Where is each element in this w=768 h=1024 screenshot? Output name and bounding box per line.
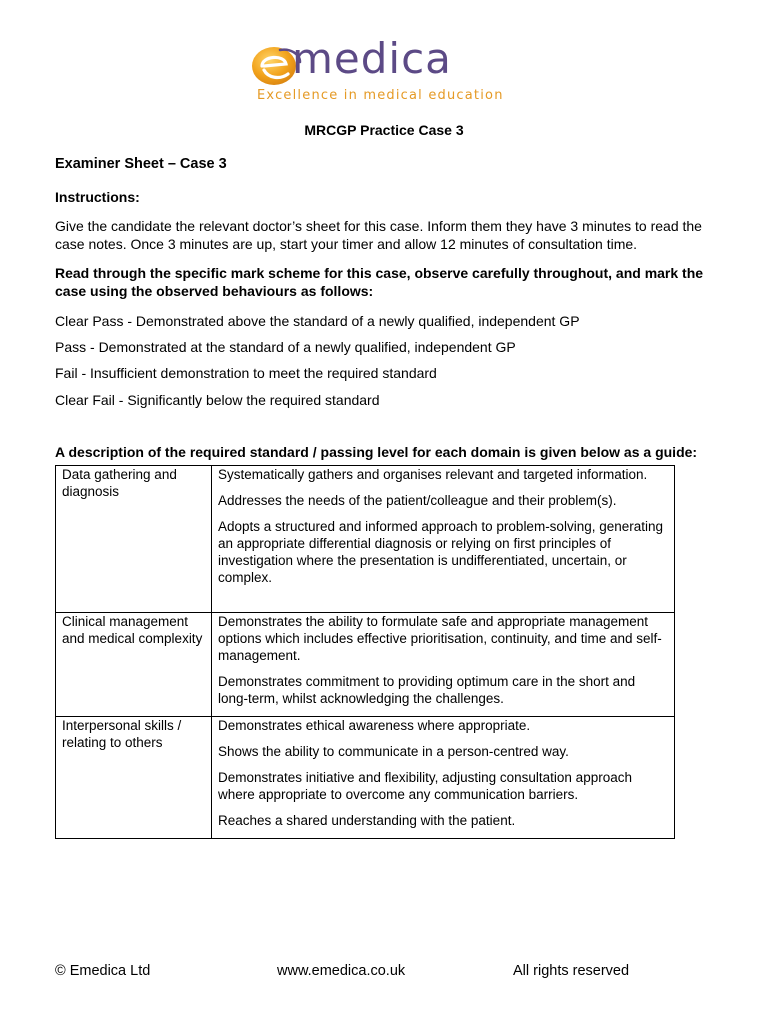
table-row (56, 613, 675, 717)
domain-descriptions (212, 613, 675, 717)
domain-name: Clinical management and medical complexity (56, 613, 212, 717)
domain-description: Demonstrates ethical awareness where appropriate. (218, 718, 531, 733)
footer-rights: All rights reserved (513, 963, 630, 979)
domain-standards-table (55, 465, 675, 839)
mark-scheme-text: Read through the specific mark scheme for this case, observe carefully throughout, and mark the case using the observed behaviours as follows: (55, 265, 704, 299)
logo-wordmark: medica (292, 34, 452, 83)
sheet-subheading: Examiner Sheet – Case 3 (55, 156, 227, 172)
domain-description: Adopts a structured and informed approach to problem-solving, generating an appropriate differential diagnosis or relying on first principles of investigation where the presentation is undifferentiated, uncertain, or complex. (218, 519, 664, 585)
table-row (56, 466, 675, 613)
page-title: MRCGP Practice Case 3 (304, 122, 464, 138)
logo-tagline: Excellence in medical education (257, 88, 504, 103)
level-fail: Fail - Insufficient demonstration to meet the required standard (55, 365, 437, 381)
domain-description: Reaches a shared understanding with the patient. (218, 813, 516, 828)
domain-description: Addresses the needs of the patient/colleague and their problem(s). (218, 493, 617, 508)
domain-description: Demonstrates the ability to formulate safe and appropriate management options which includes effective prioritisation, continuity, and time and self-management. (218, 614, 662, 663)
level-pass: Pass - Demonstrated at the standard of a newly qualified, independent GP (55, 339, 516, 355)
domain-name: Data gathering and diagnosis (56, 466, 212, 613)
domain-description: Systematically gathers and organises relevant and targeted information. (218, 467, 648, 482)
level-clear-pass: Clear Pass - Demonstrated above the standard of a newly qualified, independent GP (55, 313, 580, 329)
footer-website-link[interactable]: www.emedica.co.uk (277, 963, 406, 979)
domain-name: Interpersonal skills / relating to others (56, 717, 212, 839)
domain-descriptions (212, 717, 675, 839)
domain-description: Demonstrates initiative and flexibility, adjusting consultation approach where appropriate to overcome any communication barriers. (218, 770, 632, 802)
table-intro: A description of the required standard / passing level for each domain is given below as a guide: (55, 444, 698, 460)
domain-description: Demonstrates commitment to providing optimum care in the short and long-term, whilst acknowledging the challenges. (218, 674, 636, 706)
level-clear-fail: Clear Fail - Significantly below the required standard (55, 392, 380, 408)
emedica-logo (250, 34, 530, 108)
table-row (56, 717, 675, 839)
domain-descriptions (212, 466, 675, 613)
footer-copyright: © Emedica Ltd (55, 963, 151, 979)
instructions-text: Give the candidate the relevant doctor’s sheet for this case. Inform them they have 3 minutes to read the case notes. Once 3 minutes are up, start your timer and allow 12 minutes of consultation time. (55, 218, 702, 252)
instructions-heading: Instructions: (55, 189, 140, 205)
domain-description: Shows the ability to communicate in a person-centred way. (218, 744, 569, 759)
